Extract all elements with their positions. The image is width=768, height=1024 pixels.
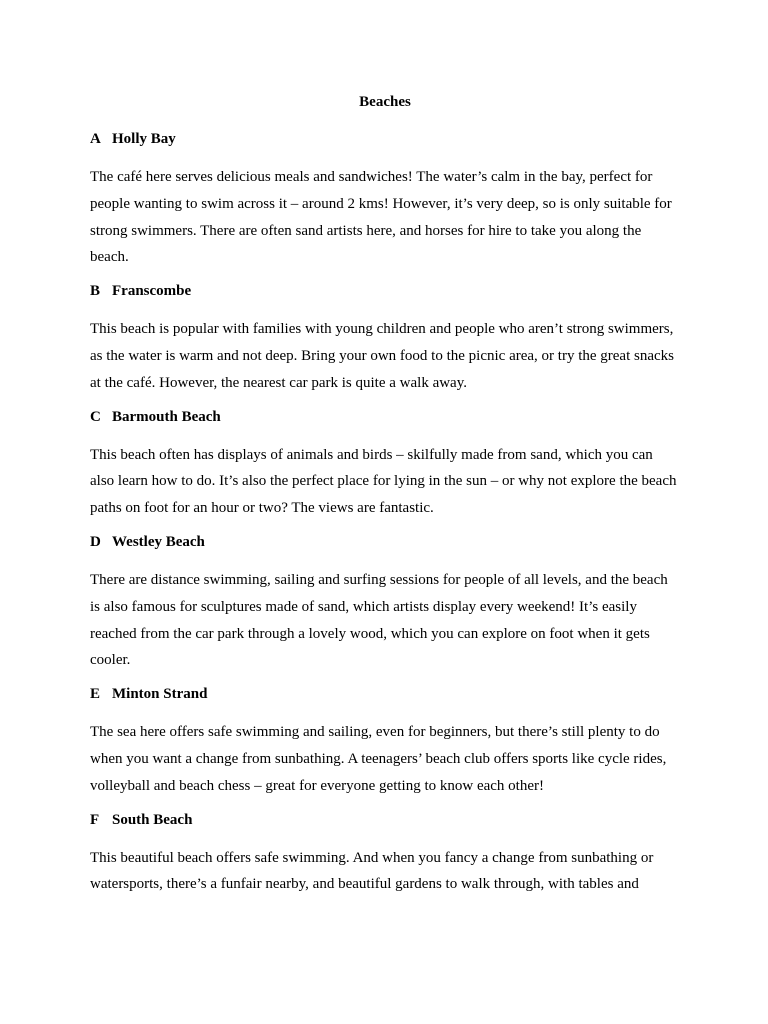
section-text-b: This beach is popular with families with young children and people who aren’t strong swimmers, as the water is warm and not deep. Bring your own food to the picnic area, or try the great snacks at the café. However, the nearest car park is quite a walk away. xyxy=(90,321,674,391)
section-heading-e xyxy=(90,682,680,706)
section-name: Barmouth Beach xyxy=(112,408,221,425)
section-heading-b xyxy=(90,279,680,303)
section-letter: E xyxy=(90,686,101,703)
section-heading-a xyxy=(90,127,680,151)
document-page xyxy=(90,90,680,906)
section-letter: D xyxy=(90,533,101,550)
section-letter: F xyxy=(90,811,100,828)
section-name: South Beach xyxy=(112,811,193,828)
section-letter: C xyxy=(90,408,101,425)
section-text-a: The café here serves delicious meals and sandwiches! The water’s calm in the bay, perfect for people wanting to swim across it – around 2 kms! However, it’s very deep, so is only suitable for strong swimmers. There are often sand artists here, and horses for hire to take you along the beach. xyxy=(90,169,672,266)
section-heading-f xyxy=(90,808,680,832)
section-text-c: This beach often has displays of animals and birds – skilfully made from sand, which you can also learn how to do. It’s also the perfect place for lying in the sun – or why not explore the beach paths on foot for an hour or two? The views are fantastic. xyxy=(90,446,677,517)
document-title: Beaches xyxy=(359,94,411,110)
section-text-d: There are distance swimming, sailing and surfing sessions for people of all levels, and the beach is also famous for sculptures made of sand, which artists display every weekend! It’s easily reached from the car park through a lovely wood, which you can explore on foot when it gets cooler. xyxy=(90,571,668,669)
section-name: Holly Bay xyxy=(112,131,176,147)
section-letter: A xyxy=(90,131,101,147)
section-text-f: This beautiful beach offers safe swimming. And when you fancy a change from sunbathing or watersports, there’s a funfair nearby, and beautiful gardens to walk through, with tables and xyxy=(90,849,654,893)
section-name: Minton Strand xyxy=(112,686,208,703)
section-name: Westley Beach xyxy=(112,533,205,550)
section-letter: B xyxy=(90,283,101,300)
section-name: Franscombe xyxy=(112,283,192,300)
section-heading-c xyxy=(90,405,680,429)
section-heading-d xyxy=(90,530,680,554)
section-text-e: The sea here offers safe swimming and sailing, even for beginners, but there’s still plenty to do when you want a change from sunbathing. A teenagers’ beach club offers sports like cycle rides, volleyball and beach chess – great for everyone getting to know each other! xyxy=(90,724,667,794)
